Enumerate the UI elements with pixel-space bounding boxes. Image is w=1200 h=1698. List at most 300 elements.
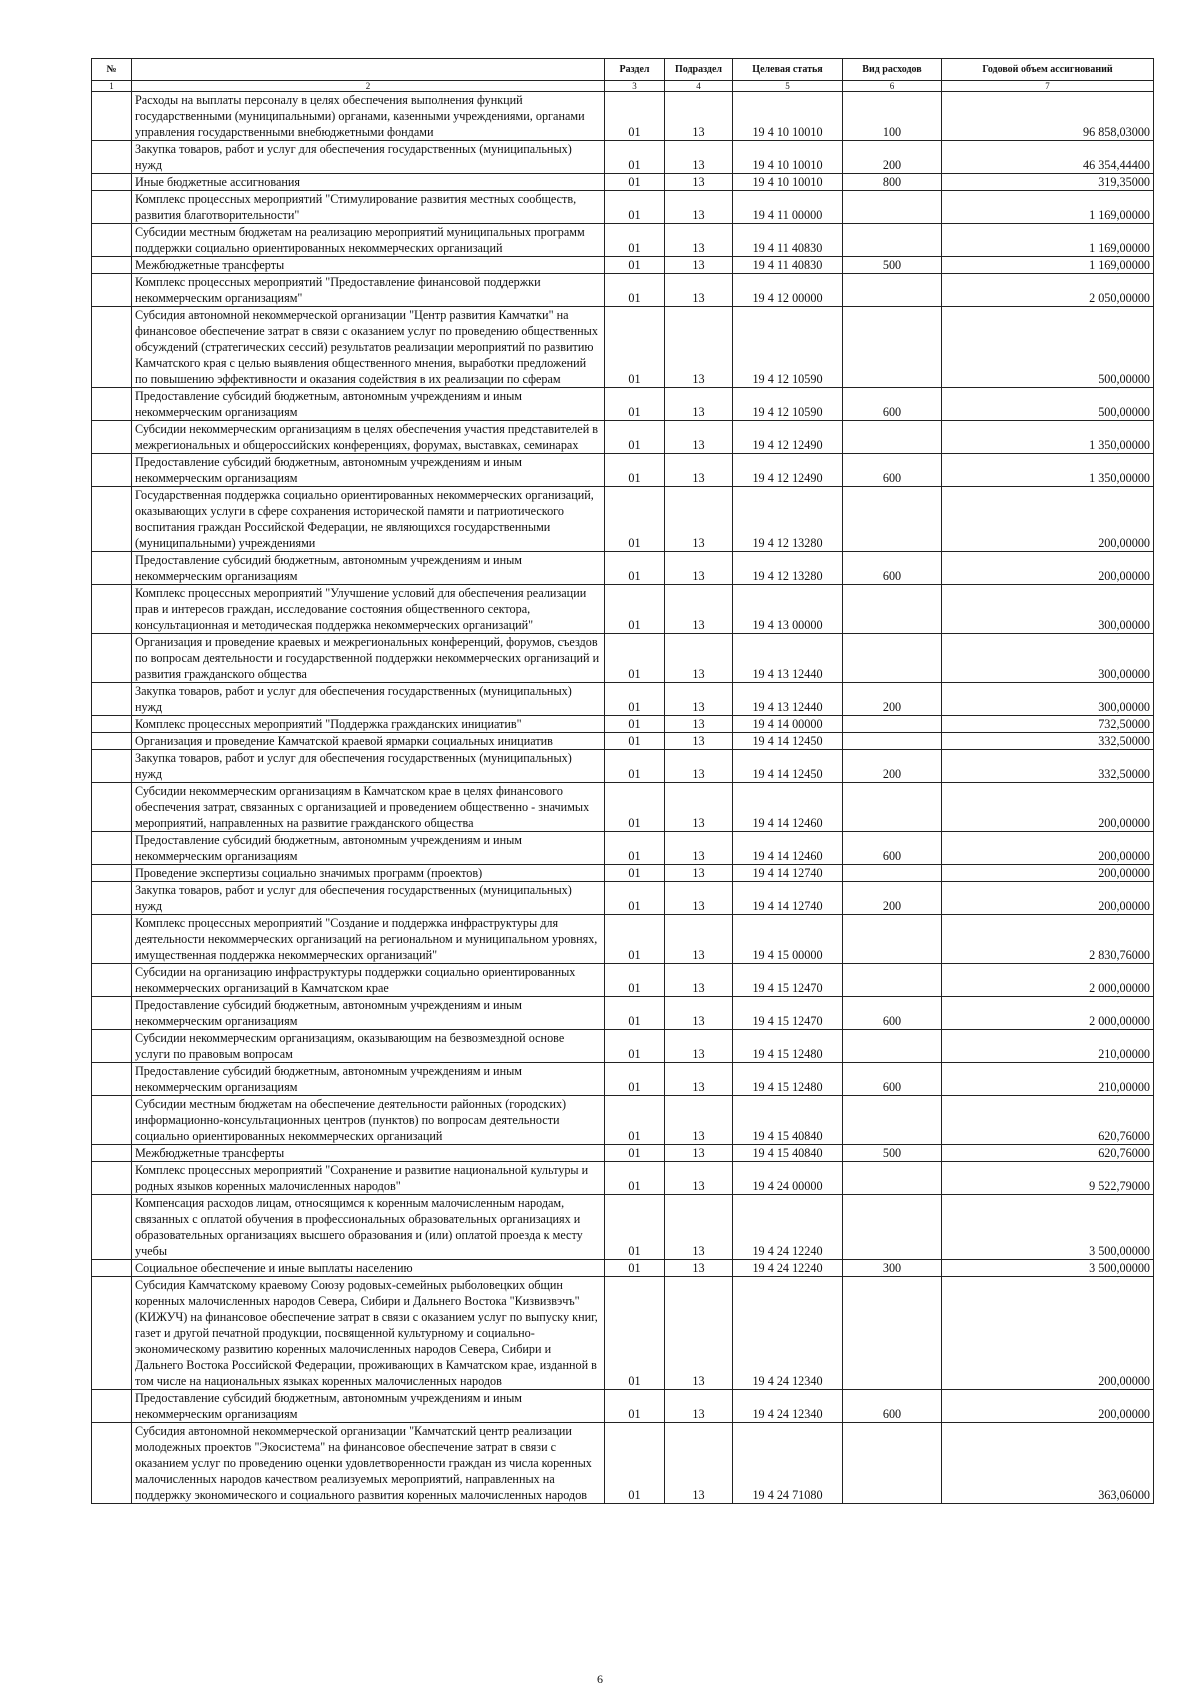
row-target-cell: 19 4 10 10010 — [733, 141, 843, 174]
row-amount-cell: 200,00000 — [942, 865, 1154, 882]
row-section-cell: 01 — [605, 832, 665, 865]
row-amount-cell: 2 000,00000 — [942, 997, 1154, 1030]
row-section-cell: 01 — [605, 224, 665, 257]
row-subsection-cell: 13 — [665, 552, 733, 585]
row-amount-cell: 3 500,00000 — [942, 1260, 1154, 1277]
row-section-cell: 01 — [605, 421, 665, 454]
row-target-cell: 19 4 14 12740 — [733, 865, 843, 882]
header-section: Раздел — [605, 59, 665, 81]
table-row — [92, 716, 1154, 733]
table-header — [92, 59, 1154, 92]
row-subsection-cell: 13 — [665, 1030, 733, 1063]
row-subsection-cell: 13 — [665, 1195, 733, 1260]
row-subsection-cell: 13 — [665, 174, 733, 191]
table-row — [92, 1423, 1154, 1504]
row-section-cell: 01 — [605, 1162, 665, 1195]
row-name-cell: Субсидия автономной некоммерческой организации "Камчатский центр реализации молодежных проектов "Экосистема" на финансовое обеспечение затрат в связи с оказанием услуг по проведению оценки удовлетворенности граждан из числа коренных малочисленных народов качеством реализуемых мероприятий, направленных на поддержку экономического и социального развития коренных малочисленных народов — [132, 1423, 605, 1504]
row-target-cell: 19 4 24 71080 — [733, 1423, 843, 1504]
row-amount-cell: 319,35000 — [942, 174, 1154, 191]
row-number-cell — [92, 92, 132, 141]
row-expense-type-cell — [843, 915, 942, 964]
row-subsection-cell: 13 — [665, 487, 733, 552]
row-target-cell: 19 4 14 00000 — [733, 716, 843, 733]
table-row — [92, 1277, 1154, 1390]
row-section-cell: 01 — [605, 882, 665, 915]
row-expense-type-cell — [843, 421, 942, 454]
row-name-cell: Закупка товаров, работ и услуг для обеспечения государственных (муниципальных) нужд — [132, 882, 605, 915]
row-section-cell: 01 — [605, 274, 665, 307]
row-section-cell: 01 — [605, 634, 665, 683]
row-amount-cell: 1 169,00000 — [942, 257, 1154, 274]
row-section-cell: 01 — [605, 1390, 665, 1423]
row-target-cell: 19 4 11 00000 — [733, 191, 843, 224]
row-number-cell — [92, 683, 132, 716]
row-target-cell: 19 4 24 12340 — [733, 1390, 843, 1423]
table-row — [92, 1195, 1154, 1260]
header-num: № — [92, 59, 132, 81]
row-number-cell — [92, 733, 132, 750]
table-body — [92, 92, 1154, 1504]
row-amount-cell: 210,00000 — [942, 1030, 1154, 1063]
row-target-cell: 19 4 12 10590 — [733, 307, 843, 388]
row-number-cell — [92, 750, 132, 783]
row-section-cell: 01 — [605, 307, 665, 388]
row-subsection-cell: 13 — [665, 1390, 733, 1423]
budget-table — [91, 58, 1154, 1504]
row-expense-type-cell — [843, 634, 942, 683]
row-name-cell: Проведение экспертизы социально значимых программ (проектов) — [132, 865, 605, 882]
row-subsection-cell: 13 — [665, 634, 733, 683]
row-number-cell — [92, 585, 132, 634]
row-target-cell: 19 4 10 10010 — [733, 92, 843, 141]
row-name-cell: Комплекс процессных мероприятий "Поддержка гражданских инициатив" — [132, 716, 605, 733]
table-row — [92, 882, 1154, 915]
row-amount-cell: 96 858,03000 — [942, 92, 1154, 141]
header-expense-type: Вид расходов — [843, 59, 942, 81]
row-name-cell: Иные бюджетные ассигнования — [132, 174, 605, 191]
row-target-cell: 19 4 14 12460 — [733, 832, 843, 865]
row-name-cell: Организация и проведение Камчатской краевой ярмарки социальных инициатив — [132, 733, 605, 750]
row-subsection-cell: 13 — [665, 783, 733, 832]
table-row — [92, 865, 1154, 882]
row-section-cell: 01 — [605, 454, 665, 487]
row-target-cell: 19 4 13 12440 — [733, 683, 843, 716]
row-name-cell: Субсидии некоммерческим организациям, оказывающим на безвозмездной основе услуги по правовым вопросам — [132, 1030, 605, 1063]
table-row — [92, 487, 1154, 552]
row-subsection-cell: 13 — [665, 257, 733, 274]
header-name — [132, 59, 605, 81]
row-target-cell: 19 4 12 13280 — [733, 487, 843, 552]
table-row — [92, 634, 1154, 683]
table-row — [92, 1096, 1154, 1145]
row-amount-cell: 500,00000 — [942, 388, 1154, 421]
row-target-cell: 19 4 15 12470 — [733, 997, 843, 1030]
row-subsection-cell: 13 — [665, 865, 733, 882]
row-amount-cell: 200,00000 — [942, 487, 1154, 552]
row-subsection-cell: 13 — [665, 388, 733, 421]
row-section-cell: 01 — [605, 865, 665, 882]
row-expense-type-cell — [843, 487, 942, 552]
row-subsection-cell: 13 — [665, 964, 733, 997]
row-number-cell — [92, 141, 132, 174]
row-expense-type-cell: 600 — [843, 832, 942, 865]
row-target-cell: 19 4 13 12440 — [733, 634, 843, 683]
row-expense-type-cell — [843, 307, 942, 388]
row-target-cell: 19 4 15 00000 — [733, 915, 843, 964]
row-section-cell: 01 — [605, 1063, 665, 1096]
row-section-cell: 01 — [605, 783, 665, 832]
row-subsection-cell: 13 — [665, 683, 733, 716]
table-row — [92, 141, 1154, 174]
row-number-cell — [92, 454, 132, 487]
row-expense-type-cell: 100 — [843, 92, 942, 141]
row-expense-type-cell — [843, 1277, 942, 1390]
row-target-cell: 19 4 15 12480 — [733, 1030, 843, 1063]
row-expense-type-cell — [843, 783, 942, 832]
row-amount-cell: 620,76000 — [942, 1096, 1154, 1145]
row-subsection-cell: 13 — [665, 224, 733, 257]
table-row — [92, 683, 1154, 716]
row-name-cell: Закупка товаров, работ и услуг для обеспечения государственных (муниципальных) нужд — [132, 683, 605, 716]
row-subsection-cell: 13 — [665, 191, 733, 224]
table-row — [92, 1063, 1154, 1096]
row-amount-cell: 500,00000 — [942, 307, 1154, 388]
page-number: 6 — [597, 1672, 603, 1686]
row-expense-type-cell — [843, 1423, 942, 1504]
row-number-cell — [92, 307, 132, 388]
table-row — [92, 257, 1154, 274]
row-section-cell: 01 — [605, 683, 665, 716]
table-row — [92, 1145, 1154, 1162]
row-amount-cell: 9 522,79000 — [942, 1162, 1154, 1195]
row-target-cell: 19 4 12 13280 — [733, 552, 843, 585]
row-amount-cell: 200,00000 — [942, 832, 1154, 865]
row-section-cell: 01 — [605, 915, 665, 964]
row-section-cell: 01 — [605, 1145, 665, 1162]
table-row — [92, 307, 1154, 388]
row-section-cell: 01 — [605, 1260, 665, 1277]
row-section-cell: 01 — [605, 1277, 665, 1390]
row-name-cell: Субсидии на организацию инфраструктуры поддержки социально ориентированных некоммерческих организаций в Камчатском крае — [132, 964, 605, 997]
row-expense-type-cell: 600 — [843, 1390, 942, 1423]
row-subsection-cell: 13 — [665, 1260, 733, 1277]
row-section-cell: 01 — [605, 552, 665, 585]
row-name-cell: Предоставление субсидий бюджетным, автономным учреждениям и иным некоммерческим организациям — [132, 997, 605, 1030]
row-section-cell: 01 — [605, 174, 665, 191]
row-name-cell: Предоставление субсидий бюджетным, автономным учреждениям и иным некоммерческим организациям — [132, 454, 605, 487]
row-target-cell: 19 4 14 12740 — [733, 882, 843, 915]
row-name-cell: Комплекс процессных мероприятий "Стимулирование развития местных сообществ, развития благотворительности" — [132, 191, 605, 224]
row-expense-type-cell: 600 — [843, 1063, 942, 1096]
column-index: 4 — [665, 81, 733, 92]
row-name-cell: Предоставление субсидий бюджетным, автономным учреждениям и иным некоммерческим организациям — [132, 1390, 605, 1423]
table-row — [92, 388, 1154, 421]
row-amount-cell: 3 500,00000 — [942, 1195, 1154, 1260]
row-name-cell: Социальное обеспечение и иные выплаты населению — [132, 1260, 605, 1277]
row-expense-type-cell: 500 — [843, 257, 942, 274]
row-number-cell — [92, 174, 132, 191]
row-name-cell: Межбюджетные трансферты — [132, 257, 605, 274]
row-name-cell: Комплекс процессных мероприятий "Сохранение и развитие национальной культуры и родных языков коренных малочисленных народов" — [132, 1162, 605, 1195]
row-subsection-cell: 13 — [665, 92, 733, 141]
table-row — [92, 552, 1154, 585]
row-name-cell: Компенсация расходов лицам, относящимся к коренным малочисленным народам, связанных с оплатой обучения в профессиональных образовательных организациях и образовательных организациях высшего образования и (или) оплатой проезда к месту учебы — [132, 1195, 605, 1260]
row-amount-cell: 46 354,44400 — [942, 141, 1154, 174]
row-name-cell: Субсидии некоммерческим организациям в Камчатском крае в целях финансового обеспечения затрат, связанных с организацией и проведением общественно - значимых мероприятий, направленных на развитие гражданского общества — [132, 783, 605, 832]
row-amount-cell: 363,06000 — [942, 1423, 1154, 1504]
column-index: 6 — [843, 81, 942, 92]
row-number-cell — [92, 1195, 132, 1260]
row-target-cell: 19 4 12 00000 — [733, 274, 843, 307]
row-name-cell: Предоставление субсидий бюджетным, автономным учреждениям и иным некоммерческим организациям — [132, 388, 605, 421]
row-subsection-cell: 13 — [665, 1423, 733, 1504]
table-row — [92, 832, 1154, 865]
row-subsection-cell: 13 — [665, 1096, 733, 1145]
row-amount-cell: 200,00000 — [942, 783, 1154, 832]
row-number-cell — [92, 1096, 132, 1145]
row-target-cell: 19 4 24 12240 — [733, 1195, 843, 1260]
row-expense-type-cell: 200 — [843, 882, 942, 915]
column-index: 3 — [605, 81, 665, 92]
row-number-cell — [92, 421, 132, 454]
row-section-cell: 01 — [605, 997, 665, 1030]
row-subsection-cell: 13 — [665, 1063, 733, 1096]
row-number-cell — [92, 832, 132, 865]
row-name-cell: Закупка товаров, работ и услуг для обеспечения государственных (муниципальных) нужд — [132, 141, 605, 174]
row-number-cell — [92, 634, 132, 683]
row-name-cell: Субсидия Камчатскому краевому Союзу родовых-семейных рыболовецких общин коренных малочисленных народов Севера, Сибири и Дальнего Востока "Кизвизвэчъ" (КИЖУЧ) на финансовое обеспечение затрат в связи с оказанием услуг по выпуску книг, газет и другой печатной продукции, посвященной культурному и социально-экономическому развитию коренных малочисленных народов Севера, Сибири и Дальнего Востока Российской Федерации, проживающих в Камчатском крае, изданной в том числе на национальных языках коренных малочисленных народов — [132, 1277, 605, 1390]
row-number-cell — [92, 964, 132, 997]
row-section-cell: 01 — [605, 388, 665, 421]
row-number-cell — [92, 1260, 132, 1277]
row-section-cell: 01 — [605, 487, 665, 552]
row-expense-type-cell — [843, 1096, 942, 1145]
row-amount-cell: 620,76000 — [942, 1145, 1154, 1162]
row-number-cell — [92, 1162, 132, 1195]
table-row — [92, 92, 1154, 141]
row-number-cell — [92, 865, 132, 882]
row-name-cell: Субсидии местным бюджетам на обеспечение деятельности районных (городских) информационно-консультационных центров (пунктов) по вопросам деятельности социально ориентированных некоммерческих организаций — [132, 1096, 605, 1145]
row-number-cell — [92, 1063, 132, 1096]
row-amount-cell: 200,00000 — [942, 552, 1154, 585]
row-subsection-cell: 13 — [665, 1162, 733, 1195]
table-row — [92, 964, 1154, 997]
row-section-cell: 01 — [605, 1423, 665, 1504]
row-expense-type-cell — [843, 1030, 942, 1063]
table-row — [92, 997, 1154, 1030]
table-row — [92, 454, 1154, 487]
table-row — [92, 1390, 1154, 1423]
row-expense-type-cell — [843, 224, 942, 257]
row-number-cell — [92, 487, 132, 552]
row-amount-cell: 1 169,00000 — [942, 191, 1154, 224]
row-subsection-cell: 13 — [665, 454, 733, 487]
row-subsection-cell: 13 — [665, 274, 733, 307]
row-subsection-cell: 13 — [665, 733, 733, 750]
row-amount-cell: 1 350,00000 — [942, 454, 1154, 487]
row-subsection-cell: 13 — [665, 307, 733, 388]
column-index: 7 — [942, 81, 1154, 92]
table-row — [92, 421, 1154, 454]
row-amount-cell: 200,00000 — [942, 1390, 1154, 1423]
row-number-cell — [92, 257, 132, 274]
row-amount-cell: 200,00000 — [942, 1277, 1154, 1390]
row-section-cell: 01 — [605, 716, 665, 733]
row-expense-type-cell: 600 — [843, 388, 942, 421]
column-index: 2 — [132, 81, 605, 92]
row-amount-cell: 2 830,76000 — [942, 915, 1154, 964]
column-index-row — [92, 81, 1154, 92]
row-number-cell — [92, 1145, 132, 1162]
row-expense-type-cell: 600 — [843, 552, 942, 585]
row-amount-cell: 210,00000 — [942, 1063, 1154, 1096]
row-name-cell: Государственная поддержка социально ориентированных некоммерческих организаций, оказывающих услуги в сфере сохранения исторической памяти и патриотического воспитания граждан Российской Федерации, не являющихся государственными (муниципальными) учреждениями — [132, 487, 605, 552]
row-number-cell — [92, 224, 132, 257]
row-expense-type-cell: 800 — [843, 174, 942, 191]
row-amount-cell: 300,00000 — [942, 634, 1154, 683]
row-amount-cell: 200,00000 — [942, 882, 1154, 915]
row-expense-type-cell: 600 — [843, 997, 942, 1030]
row-section-cell: 01 — [605, 1195, 665, 1260]
row-expense-type-cell: 200 — [843, 141, 942, 174]
header-subsection: Подраздел — [665, 59, 733, 81]
column-index: 5 — [733, 81, 843, 92]
row-target-cell: 19 4 24 12240 — [733, 1260, 843, 1277]
row-target-cell: 19 4 14 12450 — [733, 733, 843, 750]
row-expense-type-cell — [843, 1162, 942, 1195]
row-section-cell: 01 — [605, 257, 665, 274]
row-name-cell: Субсидии некоммерческим организациям в целях обеспечения участия представителей в межрегиональных и общероссийских конференциях, форумах, выставках, семинарах — [132, 421, 605, 454]
header-target: Целевая статья — [733, 59, 843, 81]
row-subsection-cell: 13 — [665, 915, 733, 964]
table-row — [92, 733, 1154, 750]
row-target-cell: 19 4 12 12490 — [733, 454, 843, 487]
row-section-cell: 01 — [605, 191, 665, 224]
row-expense-type-cell — [843, 274, 942, 307]
row-target-cell: 19 4 15 40840 — [733, 1096, 843, 1145]
row-number-cell — [92, 997, 132, 1030]
row-subsection-cell: 13 — [665, 421, 733, 454]
table-row — [92, 750, 1154, 783]
table-row — [92, 915, 1154, 964]
header-amount: Годовой объем ассигнований — [942, 59, 1154, 81]
row-section-cell: 01 — [605, 1030, 665, 1063]
row-subsection-cell: 13 — [665, 750, 733, 783]
row-subsection-cell: 13 — [665, 832, 733, 865]
row-number-cell — [92, 915, 132, 964]
row-amount-cell: 300,00000 — [942, 585, 1154, 634]
row-subsection-cell: 13 — [665, 1277, 733, 1390]
row-section-cell: 01 — [605, 1096, 665, 1145]
row-amount-cell: 332,50000 — [942, 750, 1154, 783]
row-name-cell: Предоставление субсидий бюджетным, автономным учреждениям и иным некоммерческим организациям — [132, 552, 605, 585]
row-expense-type-cell — [843, 585, 942, 634]
row-target-cell: 19 4 11 40830 — [733, 224, 843, 257]
row-expense-type-cell — [843, 716, 942, 733]
row-name-cell: Закупка товаров, работ и услуг для обеспечения государственных (муниципальных) нужд — [132, 750, 605, 783]
row-number-cell — [92, 1277, 132, 1390]
row-subsection-cell: 13 — [665, 585, 733, 634]
row-expense-type-cell — [843, 865, 942, 882]
table-row — [92, 783, 1154, 832]
row-target-cell: 19 4 11 40830 — [733, 257, 843, 274]
row-name-cell: Субсидии местным бюджетам на реализацию мероприятий муниципальных программ поддержки социально ориентированных некоммерческих организаций — [132, 224, 605, 257]
column-index: 1 — [92, 81, 132, 92]
row-target-cell: 19 4 13 00000 — [733, 585, 843, 634]
row-target-cell: 19 4 14 12450 — [733, 750, 843, 783]
row-name-cell: Комплекс процессных мероприятий "Улучшение условий для обеспечения реализации прав и интересов граждан, исследование состояния общественного сектора, консультационная и методическая поддержка некоммерческих организаций" — [132, 585, 605, 634]
row-amount-cell: 332,50000 — [942, 733, 1154, 750]
table-row — [92, 174, 1154, 191]
row-subsection-cell: 13 — [665, 1145, 733, 1162]
row-number-cell — [92, 882, 132, 915]
row-name-cell: Субсидия автономной некоммерческой организации "Центр развития Камчатки" на финансовое обеспечение затрат в связи с оказанием услуг по проведению общественных обсуждений (стратегических сессий) результатов реализации мероприятий по развитию Камчатского края с целью выявления общественного мнения, выработки предложений по повышению эффективности и оказания содействия в их реализации по сферам — [132, 307, 605, 388]
row-expense-type-cell: 200 — [843, 750, 942, 783]
row-name-cell: Межбюджетные трансферты — [132, 1145, 605, 1162]
row-name-cell: Предоставление субсидий бюджетным, автономным учреждениям и иным некоммерческим организациям — [132, 1063, 605, 1096]
row-target-cell: 19 4 24 12340 — [733, 1277, 843, 1390]
row-number-cell — [92, 388, 132, 421]
row-subsection-cell: 13 — [665, 716, 733, 733]
row-name-cell: Комплекс процессных мероприятий "Создание и поддержка инфраструктуры для деятельности некоммерческих организаций на региональном и муниципальном уровнях, имущественная поддержка некоммерческих организаций" — [132, 915, 605, 964]
row-amount-cell: 2 000,00000 — [942, 964, 1154, 997]
row-subsection-cell: 13 — [665, 141, 733, 174]
row-subsection-cell: 13 — [665, 997, 733, 1030]
row-name-cell: Комплекс процессных мероприятий "Предоставление финансовой поддержки некоммерческим организациям" — [132, 274, 605, 307]
row-number-cell — [92, 191, 132, 224]
row-number-cell — [92, 716, 132, 733]
row-section-cell: 01 — [605, 585, 665, 634]
table-row — [92, 585, 1154, 634]
table-row — [92, 191, 1154, 224]
row-target-cell: 19 4 15 12470 — [733, 964, 843, 997]
row-expense-type-cell: 500 — [843, 1145, 942, 1162]
row-name-cell: Расходы на выплаты персоналу в целях обеспечения выполнения функций государственными (муниципальными) органами, казенными учреждениями, органами управления государственными внебюджетными фондами — [132, 92, 605, 141]
row-number-cell — [92, 1030, 132, 1063]
row-amount-cell: 732,50000 — [942, 716, 1154, 733]
row-number-cell — [92, 1390, 132, 1423]
table-row — [92, 1030, 1154, 1063]
row-target-cell: 19 4 12 12490 — [733, 421, 843, 454]
row-section-cell: 01 — [605, 733, 665, 750]
table-row — [92, 1260, 1154, 1277]
row-amount-cell: 2 050,00000 — [942, 274, 1154, 307]
row-number-cell — [92, 783, 132, 832]
row-amount-cell: 300,00000 — [942, 683, 1154, 716]
row-target-cell: 19 4 15 40840 — [733, 1145, 843, 1162]
row-target-cell: 19 4 14 12460 — [733, 783, 843, 832]
row-subsection-cell: 13 — [665, 882, 733, 915]
row-amount-cell: 1 350,00000 — [942, 421, 1154, 454]
row-section-cell: 01 — [605, 964, 665, 997]
row-target-cell: 19 4 10 10010 — [733, 174, 843, 191]
row-target-cell: 19 4 15 12480 — [733, 1063, 843, 1096]
row-section-cell: 01 — [605, 141, 665, 174]
row-amount-cell: 1 169,00000 — [942, 224, 1154, 257]
table-row — [92, 1162, 1154, 1195]
row-target-cell: 19 4 12 10590 — [733, 388, 843, 421]
row-name-cell: Предоставление субсидий бюджетным, автономным учреждениям и иным некоммерческим организациям — [132, 832, 605, 865]
row-name-cell: Организация и проведение краевых и межрегиональных конференций, форумов, съездов по вопросам деятельности и государственной поддержки некоммерческих организаций и развития гражданского общества — [132, 634, 605, 683]
row-expense-type-cell: 200 — [843, 683, 942, 716]
row-section-cell: 01 — [605, 92, 665, 141]
row-expense-type-cell — [843, 1195, 942, 1260]
row-expense-type-cell: 300 — [843, 1260, 942, 1277]
row-number-cell — [92, 274, 132, 307]
row-number-cell — [92, 1423, 132, 1504]
row-target-cell: 19 4 24 00000 — [733, 1162, 843, 1195]
table-row — [92, 224, 1154, 257]
